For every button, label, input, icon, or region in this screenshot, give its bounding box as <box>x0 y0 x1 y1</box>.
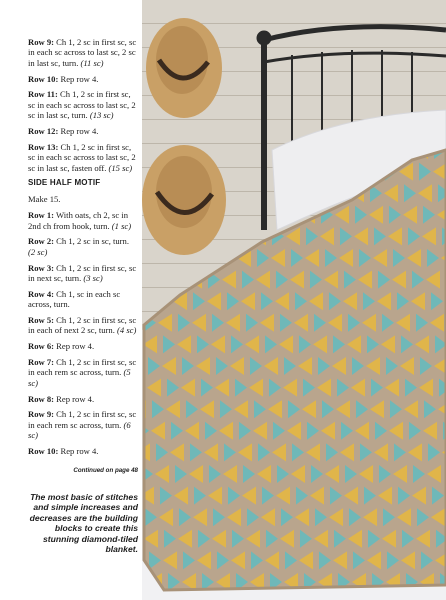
row-instruction: Ch 1, 2 sc in first sc, sc in each of next 2 sc, turn. <box>28 315 137 336</box>
row-label: Row 9: <box>28 37 55 47</box>
row-label: Row 3: <box>28 262 55 273</box>
row-label: Row 10: <box>28 446 59 457</box>
pattern-row <box>28 142 138 173</box>
pattern-row <box>28 263 138 284</box>
row-stitch-count: (4 sc) <box>117 325 137 336</box>
row-stitch-count: (6 sc) <box>28 419 131 441</box>
row-instruction: Ch 1, 2 sc in first sc, sc in each sc across to last sc, 2 sc in last sc, fasten off. <box>28 141 136 173</box>
row-stitch-count: (1 sc) <box>111 220 132 231</box>
row-label: Row 10: <box>28 73 59 84</box>
pattern-rows-side-half-motif <box>28 210 138 456</box>
row-instruction: Ch 1, sc in each sc across, turn. <box>28 288 121 310</box>
pattern-row <box>28 357 138 388</box>
pattern-row <box>28 37 138 68</box>
pattern-row <box>28 126 138 136</box>
row-instruction: Rep row 4. <box>54 341 95 352</box>
row-instruction: Rep row 4. <box>58 73 99 84</box>
row-label: Row 7: <box>28 357 55 368</box>
row-label: Row 9: <box>28 409 55 420</box>
pattern-row <box>28 289 138 310</box>
pattern-row <box>28 236 138 257</box>
row-instruction: Ch 1, 2 sc in first sc, sc in each sc across to last sc, 2 sc in last sc, turn. <box>28 89 136 121</box>
row-label: Row 11: <box>28 89 58 100</box>
photo-caption: The most basic of stitches and simple increases and decreases are the building blocks to create this stunning diamond-tiled blanket. <box>29 491 138 554</box>
photo-illustration <box>142 0 446 600</box>
row-label: Row 13: <box>28 141 59 152</box>
row-stitch-count: (11 sc) <box>80 57 104 68</box>
row-stitch-count: (2 sc) <box>28 246 48 257</box>
section-title: SIDE HALF MOTIF <box>28 178 101 188</box>
row-label: Row 2: <box>28 236 55 247</box>
row-stitch-count: (15 sc) <box>108 162 133 173</box>
pattern-row <box>28 210 138 231</box>
pattern-row <box>28 315 138 336</box>
row-stitch-count: (3 sc) <box>83 273 103 284</box>
row-instruction: Ch 1, 2 sc in first sc, sc in each rem sc across, turn. <box>28 409 137 430</box>
row-label: Row 5: <box>28 315 55 326</box>
row-label: Row 4: <box>28 288 55 299</box>
make-count: Make 15. <box>28 193 61 204</box>
continued-note: Continued on page 48 <box>73 467 138 475</box>
pattern-rows-top <box>28 37 138 173</box>
row-instruction: Rep row 4. <box>58 446 99 457</box>
row-instruction: With oats, ch 2, sc in 2nd ch from hook, turn. <box>28 210 128 231</box>
pattern-row <box>28 409 138 440</box>
straw-hat-bottom <box>142 145 226 255</box>
pattern-row <box>28 341 138 351</box>
row-instruction: Rep row 4. <box>58 126 99 137</box>
row-instruction: Ch 1, 2 sc in first sc, sc in each sc across to last sc, 2 sc in last sc, turn. <box>28 37 137 68</box>
row-instruction: Rep row 4. <box>54 393 95 404</box>
row-label: Row 8: <box>28 393 55 404</box>
row-instruction: Ch 1, 2 sc in sc, turn. <box>54 236 129 247</box>
row-instruction: Ch 1, 2 sc in first sc, sc in next sc, turn. <box>28 262 137 284</box>
straw-hat-top <box>146 18 222 118</box>
row-label: Row 12: <box>28 126 59 137</box>
row-label: Row 6: <box>28 341 55 352</box>
row-instruction: Ch 1, 2 sc in first sc, sc in each rem sc across, turn. <box>28 357 137 378</box>
pattern-row <box>28 89 138 120</box>
pattern-row <box>28 446 138 456</box>
row-label: Row 1: <box>28 210 55 221</box>
row-stitch-count: (5 sc) <box>28 367 131 388</box>
pattern-row <box>28 74 138 84</box>
pattern-row <box>28 394 138 404</box>
pattern-text-column <box>0 0 142 600</box>
blanket-photo <box>142 0 446 600</box>
row-stitch-count: (13 sc) <box>89 110 114 121</box>
